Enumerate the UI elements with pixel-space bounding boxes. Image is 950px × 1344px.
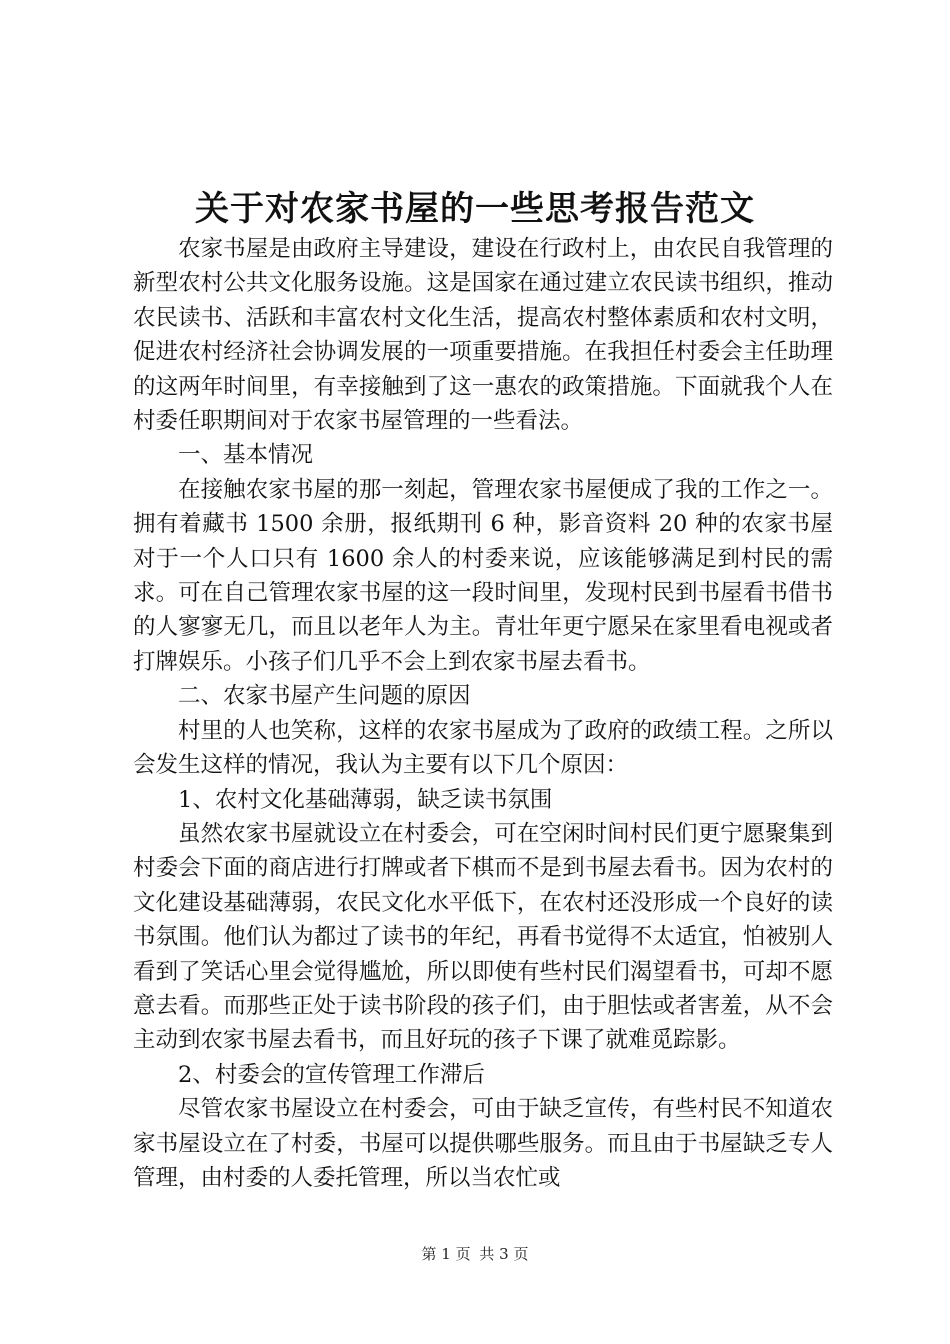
subheading-cultural-foundation: 1、农村文化基础薄弱，缺乏读书氛围 xyxy=(178,786,553,813)
subheading-publicity-management: 2、村委会的宣传管理工作滞后 xyxy=(178,1061,485,1088)
paragraph-cultural-foundation: 虽然农家书屋就设立在村委会，可在空闲时间村民们更宁愿聚集到村委会下面的商店进行打牌或者下棋而不是到书屋去看书。因为农村的文化建设基础薄弱，农民文化水平低下，在农村还没形成一个良好的读书氛围。他们认为都过了读书的年纪，再看书觉得不太适宜，怕被别人看到了笑话心里会觉得尴尬，所以即使有些村民们渴望看书，可却不愿意去看。而那些正处于读书阶段的孩子们，由于胆怯或者害羞，从不会主动到农家书屋去看书，而且好玩的孩子下课了就难觅踪影。 xyxy=(133,820,833,1054)
section-heading-causes: 二、农家书屋产生问题的原因 xyxy=(178,683,471,710)
paragraph-causes-intro: 村里的人也笑称，这样的农家书屋成为了政府的政绩工程。之所以会发生这样的情况，我认为主要有以下几个原因： xyxy=(133,717,833,779)
section-heading-basic-situation: 一、基本情况 xyxy=(178,442,314,469)
document-body xyxy=(133,232,833,1195)
document-title: 关于对农家书屋的一些思考报告范文 xyxy=(195,189,755,229)
page-footer xyxy=(0,1243,950,1264)
paragraph-publicity-management: 尽管农家书屋设立在村委会，可由于缺乏宣传，有些村民不知道农家书屋设立在了村委，书屋可以提供哪些服务。而且由于书屋缺乏专人管理，由村委的人委托管理，所以当农忙或 xyxy=(133,1096,833,1191)
page-total: 共 3 页 xyxy=(479,1245,529,1263)
page-number: 第 1 页 xyxy=(421,1245,471,1263)
paragraph-basic-situation: 在接触农家书屋的那一刻起，管理农家书屋便成了我的工作之一。拥有着藏书 1500 余册，报纸期刊 6 种，影音资料 20 种的农家书屋对于一个人口只有 1600 余人的村委来说，应该能够满足到村民的需求。可在自己管理农家书屋的这一段时间里，发现村民到书屋看书借书的人寥寥无几，而且以老年人为主。青壮年更宁愿呆在家里看电视或者打牌娱乐。小孩子们几乎不会上到农家书屋去看书。 xyxy=(133,476,833,675)
paragraph-intro: 农家书屋是由政府主导建设，建设在行政村上，由农民自我管理的新型农村公共文化服务设施。这是国家在通过建立农民读书组织，推动农民读书、活跃和丰富农村文化生活，提高农村整体素质和农村文明，促进农村经济社会协调发展的一项重要措施。在我担任村委会主任助理的这两年时间里，有幸接触到了这一惠农的政策措施。下面就我个人在村委任职期间对于农家书屋管理的一些看法。 xyxy=(133,236,833,435)
